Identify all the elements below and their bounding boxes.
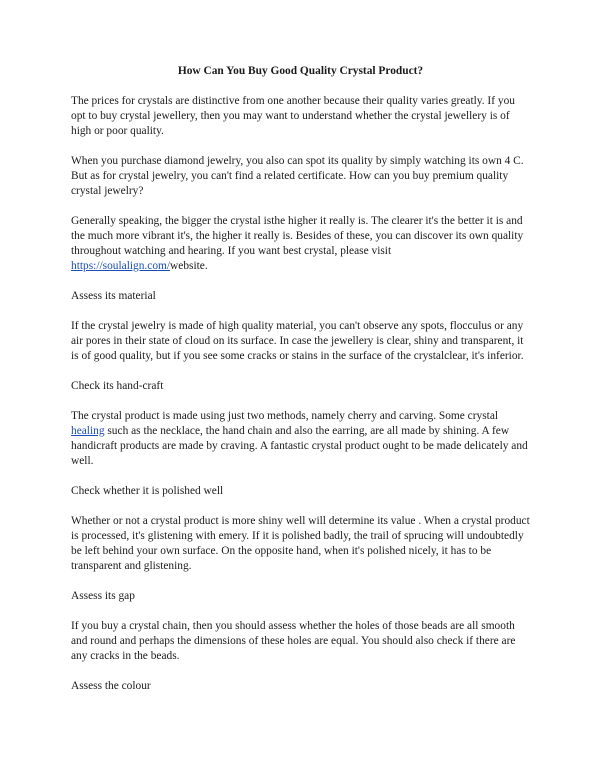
paragraph-intro: The prices for crystals are distinctive from one another because their quality varies greatly. If you opt to buy crystal jewellery, then you may want to understand whether the crystal jewellery is of high or poor quality. (71, 95, 515, 137)
healing-link[interactable]: healing (71, 425, 105, 437)
paragraph-hand-craft-text: The crystal product is made using just two methods, namely cherry and carving. Some crystal (71, 410, 499, 422)
paragraph-polished: Whether or not a crystal product is more shiny well will determine its value . When a crystal product is processed, it's glistening with emery. If it is polished badly, the trail of sprucing will undoubtedly be left behind your own surface. On the opposite hand, when it's polished nicely, it has to be transparent and glistening. (71, 515, 530, 572)
paragraph-material: If the crystal jewelry is made of high quality material, you can't observe any spots, flocculus or any air pores in their state of cloud on its surface. In case the jewellery is clear, shiny and transparent, it is of good quality, but if you see some cracks or stains in the surface of the crystalclear, it's inferior. (71, 320, 524, 362)
heading-gap: Assess its gap (71, 590, 135, 602)
paragraph-hand-craft-suffix: such as the necklace, the hand chain and also the earring, are all made by shining. A few handicraft products are made by craving. A fantastic crystal product ought to be made delicately and well. (71, 425, 528, 467)
paragraph-general-text: Generally speaking, the bigger the crystal isthe higher it really is. The clearer it's the better it is and the much more vibrant it's, the higher it really is. Besides of these, you can discover its own quality throughout watching and hearing. If you want best crystal, please visit (71, 215, 524, 257)
paragraph-hand-craft (71, 409, 530, 469)
paragraph-gap: If you buy a crystal chain, then you should assess whether the holes of those beads are all smooth and round and perhaps the dimensions of these holes are equal. You should also check if there are any cracks in the beads. (71, 620, 516, 662)
heading-polished: Check whether it is polished well (71, 485, 224, 497)
heading-hand-craft: Check its hand-craft (71, 380, 164, 392)
soulalign-link[interactable]: https://soulalign.com/ (71, 260, 171, 272)
heading-colour: Assess the colour (71, 680, 151, 692)
paragraph-diamond-comparison: When you purchase diamond jewelry, you also can spot its quality by simply watching its own 4 C. But as for crystal jewelry, you can't find a related certificate. How can you buy premium quality crystal jewelry? (71, 155, 524, 197)
paragraph-general-suffix: website. (170, 260, 208, 272)
document-title: How Can You Buy Good Quality Crystal Product? (177, 65, 424, 77)
paragraph-general (71, 214, 530, 274)
heading-material: Assess its material (71, 290, 156, 302)
